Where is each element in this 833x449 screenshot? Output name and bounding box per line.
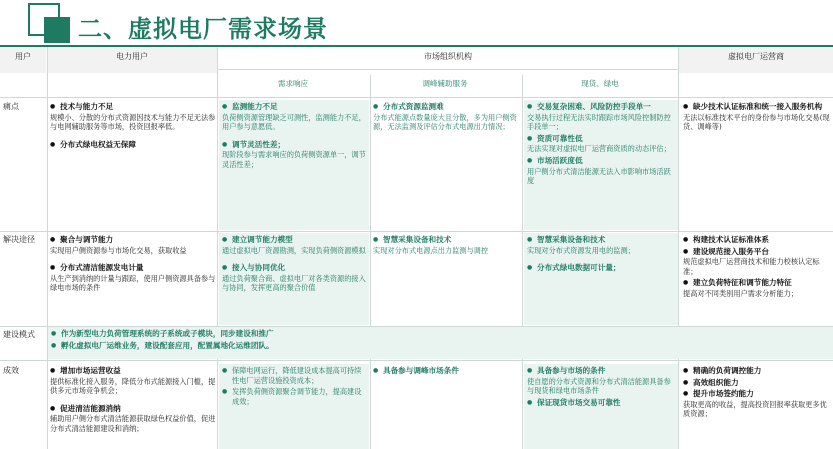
item-text: 发挥负荷侧资源聚合调节能力，提高建设成效； [232, 387, 362, 406]
item-text: 实现对分布式电源点出力监测与调控 [373, 245, 489, 255]
item-head: 具备参与调峰市场条件 [383, 366, 459, 375]
item-text: 实现对分布式资源发用电的监测； [527, 245, 635, 255]
item-head: 保证现货市场交易可靠性 [537, 397, 621, 407]
sub-head-peak-service: 调峰辅助服务 [422, 79, 468, 88]
divider [217, 47, 218, 327]
sub-head-demand-response: 需求响应 [278, 79, 308, 88]
item-head: 调节灵活性差； [232, 139, 286, 149]
item-text: 获取更高的收益，提高投资回报率获取更多优质资源； [683, 399, 827, 419]
divider [0, 231, 833, 232]
item-head: 接入与协同优化 [232, 263, 286, 273]
cell-solution-operator [683, 233, 831, 325]
cell-pain-power-user [50, 100, 216, 230]
item-head: 监测能力不足 [232, 102, 278, 111]
item-text: 辅助用户侧分布式清洁能源获取绿色权益价值，促进分布式清洁能源建设和消纳； [50, 414, 216, 433]
item-head: 智慧采集设备和技术 [383, 235, 452, 244]
item-text: 用户侧分布式清洁能源无法入市影响市场活跃度 [527, 166, 671, 186]
sub-head-spot-green: 现货、绿电 [581, 79, 619, 88]
nested-squares-icon [4, 3, 66, 41]
divider [678, 47, 679, 327]
divider [370, 359, 371, 449]
item-text: 无法实现对虚拟电厂运营商资质的动态评估； [527, 144, 671, 154]
item-head: 聚合与调节能力 [60, 235, 114, 244]
item-head: 构建技术认证标准体系 [693, 235, 769, 244]
divider [370, 75, 371, 327]
item-text: 提供标准化接入服务，降低分布式能源接入门槛，提供多元市场竞争机会； [50, 376, 216, 396]
divider [0, 360, 833, 361]
item-text: 交易执行过程无法实时跟踪市场风险控制防控手段单一； [527, 112, 671, 132]
cell-pain-spot-green [524, 100, 678, 230]
item-text: 现阶段参与需求响应的负荷侧资源单一，调节灵活性差； [222, 150, 366, 169]
divider [678, 359, 679, 449]
item-head: 建设规范接入服务平台 [693, 246, 769, 256]
page-title: 二、虚拟电厂需求场景 [78, 15, 328, 43]
col-head-power-user: 电力用户 [47, 47, 217, 73]
item-text: 使自愿的分布式资源和分布式清洁能源具备参与现货和绿电市场条件 [527, 376, 671, 396]
item-text: 保障电网运行，降低建设成本提高可持续性电厂运营设施投资成本； [232, 366, 362, 385]
item-head: 精确的负荷调控能力 [693, 366, 762, 375]
cell-pain-operator [683, 100, 831, 230]
item-head: 建立调节能力模型 [232, 235, 293, 244]
item-head: 具备参与市场的条件 [537, 366, 606, 375]
item-text: 实现用户侧资源参与市场化交易，获取收益 [50, 245, 187, 255]
item-head: 分布式绿电权益无保障 [60, 139, 136, 149]
cell-pain-demand-response [219, 100, 369, 230]
item-text: 通过虚拟电厂资源勘测，实现负荷侧资源模拟 [222, 245, 366, 255]
item-text: 规范虚拟电厂运营商技术和能力校核认定标准； [683, 257, 820, 276]
item-head: 提升市场签约能力 [693, 389, 754, 399]
item-text: 提高对不同类别用户需求分析能力； [683, 288, 799, 298]
cell-result-power-user [50, 364, 216, 449]
divider [218, 69, 678, 70]
item-text: 无法以标准技术平台的身份参与市场化交易(现货、调峰等) [683, 112, 830, 132]
item-text: 分布式能源点数量庞大且分散，多为用户侧资源，无法监测及评估分布式电源出力情况； [373, 112, 517, 132]
cell-result-operator [683, 364, 831, 449]
item-text: 规模小、分散的分布式资源因技术与能力不足无法参与电网辅助服务等市场，投资回报率低。 [50, 112, 216, 132]
item-head: 增加市场运营收益 [60, 366, 121, 375]
item-head: 高效组织能力 [693, 377, 739, 387]
item-head: 分布式清洁能源发电计量 [60, 263, 144, 273]
divider [217, 359, 218, 449]
row-head-mode: 建设模式 [3, 330, 35, 339]
item-head: 缺少技术认证标准和统一接入服务机构 [693, 102, 823, 111]
item-head: 智慧采集设备和技术 [537, 235, 606, 244]
item-head: 分布式绿电数据可计量； [537, 263, 621, 273]
divider [522, 75, 523, 327]
cell-solution-spot-green [524, 233, 678, 325]
row-head-pain: 痛点 [3, 102, 19, 111]
item-head: 建立负荷特征和调节能力特征 [693, 278, 792, 288]
item-text: 负荷侧资源管理缺乏可测性，监测能力不足，用户参与意愿低。 [222, 112, 366, 132]
row-head-result: 成效 [3, 366, 19, 375]
cell-solution-peak-service [373, 233, 521, 325]
item-head: 交易复杂困难、风险防控手段单一 [537, 102, 651, 111]
col-head-market: 市场组织机构 [424, 52, 472, 61]
cell-result-spot-green [524, 364, 678, 449]
cell-solution-demand-response [219, 233, 369, 325]
cell-result-peak-service [373, 364, 521, 449]
cell-solution-power-user [50, 233, 216, 325]
item-head: 促进清洁能源消纳 [60, 403, 121, 413]
cell-mode [48, 327, 833, 359]
cell-result-demand-response [219, 364, 369, 449]
col-head-operator: 虚拟电厂运营商 [679, 47, 833, 73]
divider [522, 359, 523, 449]
divider [47, 47, 48, 449]
scenario-table [0, 47, 833, 449]
item-head: 分布式资源监测难 [383, 102, 444, 111]
item-text: 从生产到消纳的计量与跟踪，使用户侧资源具备参与绿电市场的条件 [50, 273, 216, 293]
cell-pain-peak-service [373, 100, 521, 230]
item-head: 资质可靠性低 [537, 133, 583, 143]
divider [0, 97, 833, 98]
item-head: 作为新型电力负荷管理系统的子系统或子模块，同步建设和推广 [61, 329, 274, 338]
item-text: 通过负荷聚合商、虚拟电厂对各类资源的接入与协同，发挥更高的聚合价值 [222, 273, 366, 293]
divider [0, 326, 833, 327]
row-head-solution: 解决途径 [3, 235, 35, 244]
item-head: 孵化虚拟电厂运维业务，建设配套应用，配置属地化运维团队。 [61, 340, 274, 350]
item-head: 市场活跃度低 [537, 155, 583, 165]
col-head-user: 用户 [0, 52, 46, 64]
item-head: 技术与能力不足 [60, 102, 114, 111]
